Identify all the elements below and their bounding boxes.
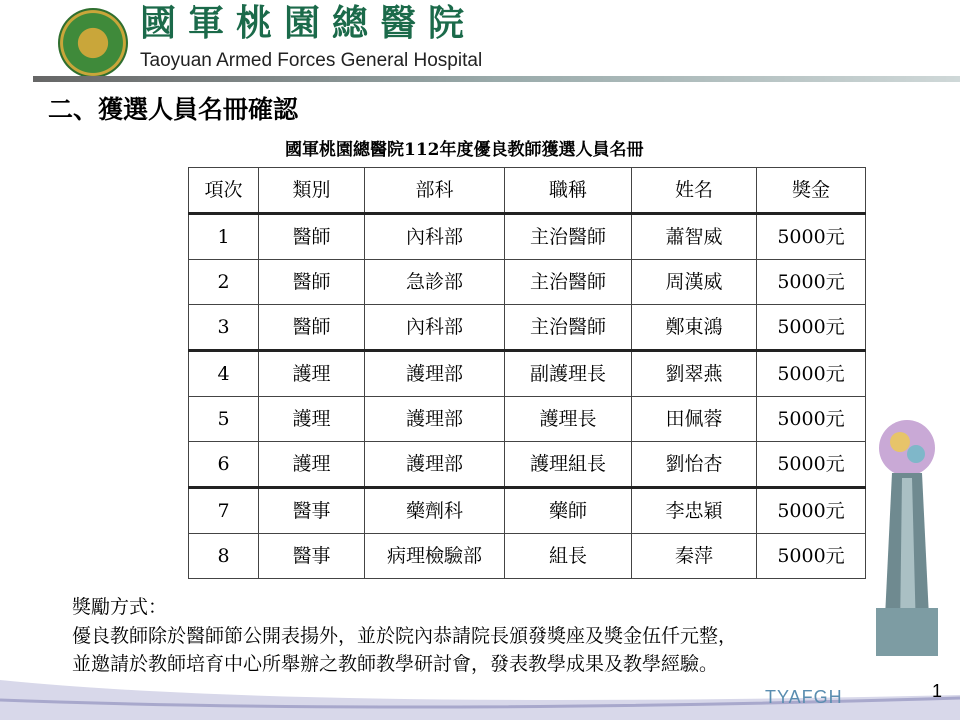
table-cell: 病理檢驗部 — [365, 534, 505, 579]
table-cell: 蕭智威 — [632, 214, 757, 260]
trophy-image — [872, 408, 942, 658]
table-cell: 項次 — [189, 168, 259, 214]
table-cell: 護理 — [259, 442, 365, 488]
table-cell: 護理部 — [365, 397, 505, 442]
table-row — [189, 260, 866, 305]
table-row — [189, 488, 866, 534]
table-cell: 5000元 — [757, 351, 866, 397]
table-cell: 3 — [189, 305, 259, 351]
table-cell: 醫事 — [259, 534, 365, 579]
table-cell: 醫師 — [259, 214, 365, 260]
table-row — [189, 397, 866, 442]
hospital-name-cn: 國軍桃園總醫院 — [140, 3, 477, 44]
table-cell: 護理部 — [365, 351, 505, 397]
table-cell: 類別 — [259, 168, 365, 214]
table-caption: 國軍桃園總醫院112年度優良教師獲選人員名冊 — [285, 140, 644, 160]
hospital-name-en: Taoyuan Armed Forces General Hospital — [140, 50, 483, 71]
table-header-row — [189, 168, 866, 214]
table-cell: 5000元 — [757, 442, 866, 488]
table-cell: 部科 — [365, 168, 505, 214]
table-cell: 5000元 — [757, 305, 866, 351]
table-row — [189, 534, 866, 579]
table-cell: 護理部 — [365, 442, 505, 488]
table-row — [189, 442, 866, 488]
table-cell: 5000元 — [757, 488, 866, 534]
section-heading: 二、獲選人員名冊確認 — [48, 95, 299, 124]
table-cell: 7 — [189, 488, 259, 534]
table-cell: 急診部 — [365, 260, 505, 305]
table-cell: 護理 — [259, 397, 365, 442]
table-cell: 4 — [189, 351, 259, 397]
table-cell: 職稱 — [505, 168, 632, 214]
table-cell: 護理長 — [505, 397, 632, 442]
table-cell: 2 — [189, 260, 259, 305]
table-cell: 主治醫師 — [505, 260, 632, 305]
table-cell: 組長 — [505, 534, 632, 579]
reward-label: 獎勵方式： — [72, 596, 168, 618]
table-cell: 姓名 — [632, 168, 757, 214]
table-cell: 5000元 — [757, 260, 866, 305]
page-number: 1 — [932, 681, 943, 701]
table-cell: 5000元 — [757, 534, 866, 579]
table-row — [189, 351, 866, 397]
table-cell: 5000元 — [757, 214, 866, 260]
table-cell: 藥師 — [505, 488, 632, 534]
awardee-table — [188, 167, 866, 579]
table-cell: 內科部 — [365, 305, 505, 351]
table-cell: 劉翠燕 — [632, 351, 757, 397]
hospital-logo — [58, 8, 128, 78]
table-cell: 劉怡杏 — [632, 442, 757, 488]
table-cell: 內科部 — [365, 214, 505, 260]
table-cell: 獎金 — [757, 168, 866, 214]
table-row — [189, 214, 866, 260]
table-cell: 周漢威 — [632, 260, 757, 305]
table-cell: 李忠穎 — [632, 488, 757, 534]
table-cell: 護理組長 — [505, 442, 632, 488]
table-cell: 醫師 — [259, 305, 365, 351]
table-cell: 藥劑科 — [365, 488, 505, 534]
table-row — [189, 305, 866, 351]
table-cell: 秦萍 — [632, 534, 757, 579]
table-cell: 鄭東鴻 — [632, 305, 757, 351]
table-cell: 主治醫師 — [505, 214, 632, 260]
table-cell: 醫事 — [259, 488, 365, 534]
table-cell: 5 — [189, 397, 259, 442]
table-cell: 醫師 — [259, 260, 365, 305]
table-cell: 主治醫師 — [505, 305, 632, 351]
header-divider — [33, 76, 960, 82]
table-cell: 5000元 — [757, 397, 866, 442]
table-cell: 護理 — [259, 351, 365, 397]
footer-brand: TYAFGH — [765, 687, 843, 707]
table-cell: 田佩蓉 — [632, 397, 757, 442]
reward-text: 優良教師除於醫師節公開表揚外，並於院內恭請院長頒發獎座及獎金伍仟元整，並邀請於教師培育中心所舉辦之教師教學研討會，發表教學成果及教學經驗。 — [72, 625, 738, 675]
table-cell: 副護理長 — [505, 351, 632, 397]
table-cell: 6 — [189, 442, 259, 488]
table-cell: 1 — [189, 214, 259, 260]
table-cell: 8 — [189, 534, 259, 579]
